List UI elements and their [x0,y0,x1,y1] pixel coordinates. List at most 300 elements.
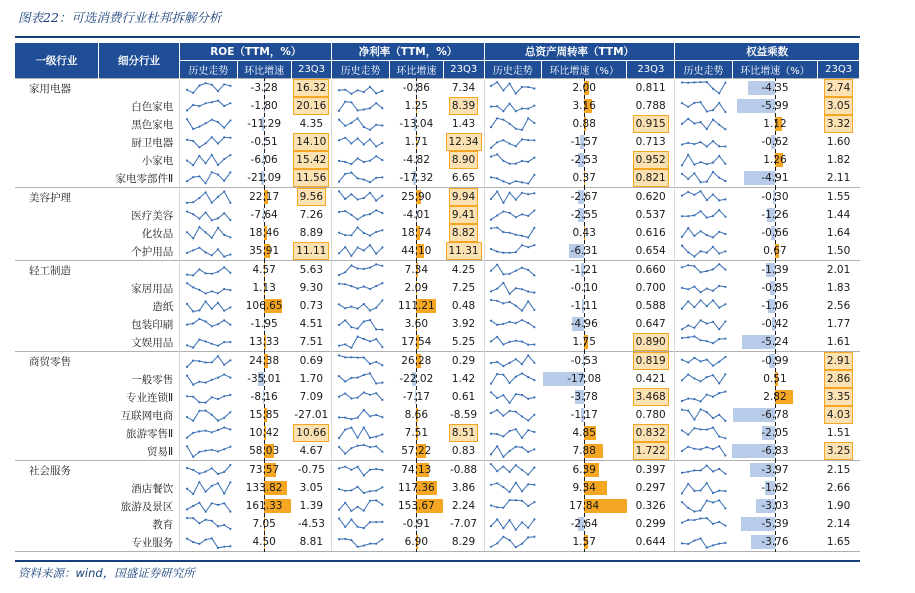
roe-sparkline [184,389,234,405]
to-sparkline [488,371,538,387]
npm-yoy-cell-value: -0.86 [402,82,430,94]
level2-cell: 贸易Ⅱ [147,445,174,458]
npm-period-cell [443,206,484,224]
npm-period-cell [443,424,484,442]
level2-cell [98,261,179,280]
table-row [15,497,860,515]
to-trend-cell [484,479,541,497]
table-row [15,279,860,297]
to-period-cell [627,79,675,98]
npm-yoy-cell [389,79,443,98]
npm-period-cell [443,388,484,406]
level2-cell: 白色家电 [131,100,174,113]
bottom-rule [15,560,860,562]
to-yoy-cell [541,406,626,424]
lev-trend-cell [675,533,732,552]
npm-sparkline [336,298,386,314]
table-row [15,333,860,352]
npm-yoy-cell-value: -13.04 [399,118,434,130]
to-sparkline [488,170,538,186]
roe-sparkline [184,316,234,332]
npm-period-cell-value: 11.31 [446,242,482,260]
roe-period-cell-value: 11.11 [293,242,329,260]
lev-period-cell-value: 1.50 [826,245,851,257]
roe-sparkline [184,353,234,369]
lev-period-cell-value: 3.25 [824,442,853,460]
lev-yoy-cell [732,151,817,169]
lev-yoy-cell [732,97,817,115]
roe-yoy-cell [237,315,291,333]
roe-trend-cell [180,406,237,424]
npm-yoy-cell-value: -22.02 [399,373,434,385]
roe-period-cell-value: 7.09 [299,391,324,403]
npm-yoy-cell-value: 26.28 [401,355,432,367]
roe-yoy-cell [237,424,291,442]
lev-trend-cell [675,406,732,424]
lev-sparkline [679,462,729,478]
roe-yoy-cell-value: -1.95 [250,318,278,330]
lev-period-cell-value: 3.35 [824,388,853,406]
lev-yoy-cell [732,479,817,497]
table-row [15,169,860,188]
roe-sparkline [184,80,234,96]
npm-period-cell [443,224,484,242]
lev-period-cell [818,279,860,297]
npm-sparkline [336,134,386,150]
to-yoy-cell-value: 0.37 [572,172,596,184]
to-trend-cell [484,79,541,98]
to-trend-cell [484,115,541,133]
to-sparkline [488,534,538,550]
to-sparkline [488,189,538,205]
roe-yoy-cell-value: 106.65 [245,300,283,312]
roe-yoy-cell [237,497,291,515]
lev-sparkline [679,334,729,350]
to-yoy-cell-value: -0.10 [570,282,598,294]
npm-period-cell [443,352,484,371]
to-yoy-cell [541,115,626,133]
lev-period-cell [818,79,860,98]
roe-yoy-cell-value: 1.13 [252,282,276,294]
to-period-cell-value: 0.713 [635,136,666,148]
lev-yoy-cell-value: -0.99 [761,355,789,367]
roe-sparkline [184,243,234,259]
to-period-cell [627,242,675,261]
lev-period-cell [818,406,860,424]
roe-period-cell [291,424,332,442]
to-yoy-cell [541,479,626,497]
to-trend-cell [484,461,541,480]
roe-period-cell [291,261,332,280]
npm-trend-cell [332,515,389,533]
to-period-cell [627,352,675,371]
roe-yoy-cell [237,261,291,280]
to-period-cell-value: 0.647 [635,318,666,330]
lev-trend-cell [675,370,732,388]
npm-period-cell [443,151,484,169]
lev-period-cell-value: 1.44 [826,209,851,221]
npm-trend-cell [332,279,389,297]
to-yoy-cell-value: -1.17 [570,409,598,421]
to-yoy-cell [541,461,626,480]
npm-sparkline [336,262,386,278]
to-period-cell [627,151,675,169]
lev-period-cell [818,206,860,224]
roe-period-cell [291,297,332,315]
to-period-cell [627,224,675,242]
to-trend-cell [484,242,541,261]
to-trend-cell [484,261,541,280]
to-period-cell-value: 0.819 [633,352,669,370]
to-sparkline [488,262,538,278]
roe-period-cell-value: 9.56 [297,188,326,206]
npm-period-cell-value: 12.34 [446,133,482,151]
to-yoy-cell-value: 3.16 [572,100,596,112]
npm-yoy-cell [389,515,443,533]
npm-sparkline [336,480,386,496]
lev-period-cell [818,424,860,442]
roe-sparkline [184,443,234,459]
lev-sparkline [679,480,729,496]
npm-period-cell-value: -7.07 [449,518,478,530]
roe-yoy-cell-value: 18.46 [249,227,280,239]
lev-period-cell [818,297,860,315]
to-trend-cell [484,169,541,188]
to-period-cell [627,406,675,424]
roe-yoy-cell [237,242,291,261]
npm-trend-cell [332,261,389,280]
npm-sparkline [336,534,386,550]
to-trend-cell [484,315,541,333]
to-trend-cell [484,442,541,461]
lev-yoy-header: 环比增速（%） [732,61,817,79]
roe-period-cell [291,461,332,480]
figure-title: 图表22：可选消费行业杜邦拆解分析 [18,10,222,25]
roe-trend-cell [180,297,237,315]
lev-period-cell [818,497,860,515]
to-sparkline [488,516,538,532]
level1-cell [15,224,98,242]
to-trend-cell [484,224,541,242]
roe-trend-cell [180,461,237,480]
to-yoy-cell [541,224,626,242]
roe-trend-cell [180,151,237,169]
to-period-cell [627,442,675,461]
lev-period-cell [818,224,860,242]
roe-period-cell-value: 20.16 [293,97,329,115]
roe-yoy-cell [237,279,291,297]
lev-yoy-cell [732,169,817,188]
table-row [15,479,860,497]
level1-cell [15,442,98,461]
roe-yoy-cell [237,297,291,315]
lev-period-cell-value: 1.60 [826,136,851,148]
roe-period-cell [291,115,332,133]
roe-sparkline [184,534,234,550]
lev-trend-cell [675,315,732,333]
npm-yoy-cell-value: 74.13 [401,464,432,476]
npm-trend-cell [332,297,389,315]
roe-period-cell [291,497,332,515]
lev-yoy-cell-value: -0.85 [761,282,789,294]
roe-yoy-cell-value: -7.64 [250,209,278,221]
npm-trend-cell [332,388,389,406]
to-yoy-cell-value: 0.88 [572,118,596,130]
col-roe: ROE（TTM，%） [180,43,332,61]
npm-yoy-cell [389,442,443,461]
npm-sparkline [336,425,386,441]
lev-yoy-cell-value: -6.83 [761,445,789,457]
npm-period-cell-value: 0.61 [451,391,476,403]
col-npm: 净利率（TTM，%） [332,43,484,61]
roe-period-cell [291,388,332,406]
npm-period-cell [443,261,484,280]
to-period-cell [627,169,675,188]
table-row [15,315,860,333]
roe-sparkline [184,516,234,532]
roe-yoy-cell-value: 22.17 [249,191,280,203]
lev-sparkline [679,316,729,332]
roe-period-cell [291,370,332,388]
table-row [15,115,860,133]
npm-trend-cell [332,169,389,188]
to-yoy-cell [541,242,626,261]
roe-trend-cell [180,261,237,280]
lev-yoy-cell [732,333,817,352]
npm-trend-header: 历史走势 [332,61,389,79]
npm-sparkline [336,80,386,96]
roe-period-cell-value: 1.70 [299,373,324,385]
to-period-cell-value: 0.780 [635,409,666,421]
roe-period-cell [291,279,332,297]
to-trend-header: 历史走势 [484,61,541,79]
roe-period-cell-value: 8.89 [299,227,324,239]
level2-cell: 家居用品 [131,282,174,295]
roe-period-cell [291,406,332,424]
npm-period-cell [443,442,484,461]
to-trend-cell [484,370,541,388]
npm-sparkline [336,170,386,186]
npm-period-cell [443,242,484,261]
roe-sparkline [184,116,234,132]
lev-trend-cell [675,206,732,224]
to-period-cell-value: 3.468 [633,388,669,406]
lev-period-cell [818,315,860,333]
lev-yoy-cell [732,297,817,315]
npm-period-cell-value: 8.29 [451,536,476,548]
to-trend-cell [484,97,541,115]
npm-sparkline [336,353,386,369]
npm-yoy-cell [389,497,443,515]
roe-period-cell [291,315,332,333]
to-yoy-cell-value: -2.67 [570,191,598,203]
to-period-cell [627,533,675,552]
npm-period-cell-value: 5.25 [451,336,476,348]
level1-cell [15,333,98,352]
lev-yoy-cell [732,279,817,297]
lev-period-cell [818,442,860,461]
to-yoy-cell [541,370,626,388]
level1-cell [15,406,98,424]
lev-yoy-cell [732,315,817,333]
table-row [15,206,860,224]
to-yoy-cell-value: 4.85 [572,427,596,439]
npm-yoy-cell [389,315,443,333]
lev-yoy-cell-value: 1.12 [763,118,787,130]
roe-yoy-cell [237,533,291,552]
npm-sparkline [336,243,386,259]
to-yoy-cell-value: -1.57 [570,136,598,148]
npm-sparkline [336,462,386,478]
npm-yoy-cell [389,206,443,224]
lev-period-cell [818,261,860,280]
npm-period-cell [443,315,484,333]
to-sparkline [488,207,538,223]
to-period-cell [627,315,675,333]
roe-period-cell [291,242,332,261]
lev-yoy-cell [732,497,817,515]
level2-cell: 专业服务 [98,533,179,552]
lev-period-cell [818,370,860,388]
lev-trend-cell [675,497,732,515]
to-period-cell-value: 0.299 [635,518,666,530]
npm-trend-cell [332,206,389,224]
lev-period-cell [818,461,860,480]
level1-cell [15,533,98,552]
lev-trend-cell [675,333,732,352]
lev-period-cell [818,97,860,115]
level1-cell [15,479,98,497]
lev-period-cell-value: 2.74 [824,79,853,97]
npm-sparkline [336,516,386,532]
npm-period-cell-value: 8.39 [449,97,478,115]
npm-yoy-cell [389,461,443,480]
to-sparkline [488,425,538,441]
to-sparkline [488,443,538,459]
col-leverage: 权益乘数 [675,43,860,61]
npm-sparkline [336,225,386,241]
roe-trend-cell [180,479,237,497]
level2-cell [98,79,179,98]
npm-trend-cell [332,497,389,515]
to-period-cell [627,97,675,115]
lev-period-cell [818,115,860,133]
npm-sparkline [336,443,386,459]
roe-yoy-cell-value: 161.33 [245,500,283,512]
level2-cell: 旅游零售Ⅱ [126,427,174,440]
to-yoy-cell [541,79,626,98]
npm-period-cell [443,188,484,207]
roe-period-cell-value: 3.05 [299,482,324,494]
roe-yoy-cell [237,406,291,424]
roe-period-cell-value: 14.10 [293,133,329,151]
npm-period-cell-value: 8.51 [449,424,478,442]
table-row [15,224,860,242]
npm-period-cell-value: -0.88 [449,464,478,476]
to-period-cell-value: 0.421 [635,373,666,385]
lev-trend-cell [675,97,732,115]
npm-period-cell [443,479,484,497]
lev-period-cell-value: 1.90 [826,500,851,512]
to-yoy-cell-value: 9.34 [572,482,596,494]
lev-trend-cell [675,188,732,207]
lev-trend-cell [675,388,732,406]
to-yoy-cell-value: -17.08 [567,373,602,385]
npm-trend-cell [332,79,389,98]
lev-period-cell-value: 2.11 [826,172,851,184]
to-sparkline [488,353,538,369]
lev-yoy-cell [732,406,817,424]
lev-yoy-cell-value: 0.67 [763,245,787,257]
npm-yoy-cell [389,97,443,115]
level2-cell: 文娱用品 [131,336,174,349]
table-row [15,388,860,406]
npm-trend-cell [332,442,389,461]
level1-cell [15,115,98,133]
lev-period-cell-value: 3.32 [824,115,853,133]
roe-period-cell [291,515,332,533]
lev-sparkline [679,243,729,259]
level1-cell: 社会服务 [15,461,98,480]
npm-yoy-cell [389,169,443,188]
to-yoy-cell [541,424,626,442]
lev-sparkline [679,407,729,423]
to-period-cell [627,497,675,515]
level2-cell: 一般零售 [131,373,174,386]
to-yoy-cell [541,333,626,352]
level1-cell: 商贸零售 [15,352,98,371]
roe-yoy-cell [237,479,291,497]
level1-cell [15,315,98,333]
roe-trend-cell [180,315,237,333]
lev-period-cell [818,169,860,188]
lev-yoy-cell [732,261,817,280]
npm-yoy-cell-value: 7.34 [404,264,429,276]
roe-trend-cell [180,442,237,461]
lev-yoy-cell-value: -4.35 [761,82,789,94]
to-period-cell-value: 0.654 [635,245,666,257]
lev-yoy-cell-value: -0.66 [761,227,789,239]
roe-period-cell [291,533,332,552]
table-row [15,188,860,207]
to-yoy-cell-value: -3.78 [570,391,598,403]
lev-period-header: 23Q3 [818,61,860,79]
table-row [15,97,860,115]
lev-trend-cell [675,461,732,480]
npm-trend-cell [332,406,389,424]
npm-yoy-cell-value: 111.21 [397,300,435,312]
roe-period-cell-value: 7.51 [299,336,324,348]
lev-yoy-cell [732,461,817,480]
roe-period-cell-value: 4.67 [299,445,324,457]
lev-period-cell [818,515,860,533]
lev-trend-cell [675,515,732,533]
roe-period-cell-value: 0.73 [299,300,324,312]
roe-period-cell [291,442,332,461]
lev-yoy-cell [732,79,817,98]
to-period-cell-value: 0.616 [635,227,666,239]
lev-yoy-cell [732,533,817,552]
npm-trend-cell [332,461,389,480]
roe-sparkline [184,407,234,423]
lev-trend-cell [675,352,732,371]
roe-yoy-cell [237,352,291,371]
to-period-cell-value: 0.890 [633,333,669,351]
roe-yoy-cell-value: -1.80 [250,100,278,112]
lev-yoy-cell-value: -5.24 [761,336,789,348]
lev-sparkline [679,425,729,441]
roe-yoy-cell-value: -8.16 [250,391,278,403]
